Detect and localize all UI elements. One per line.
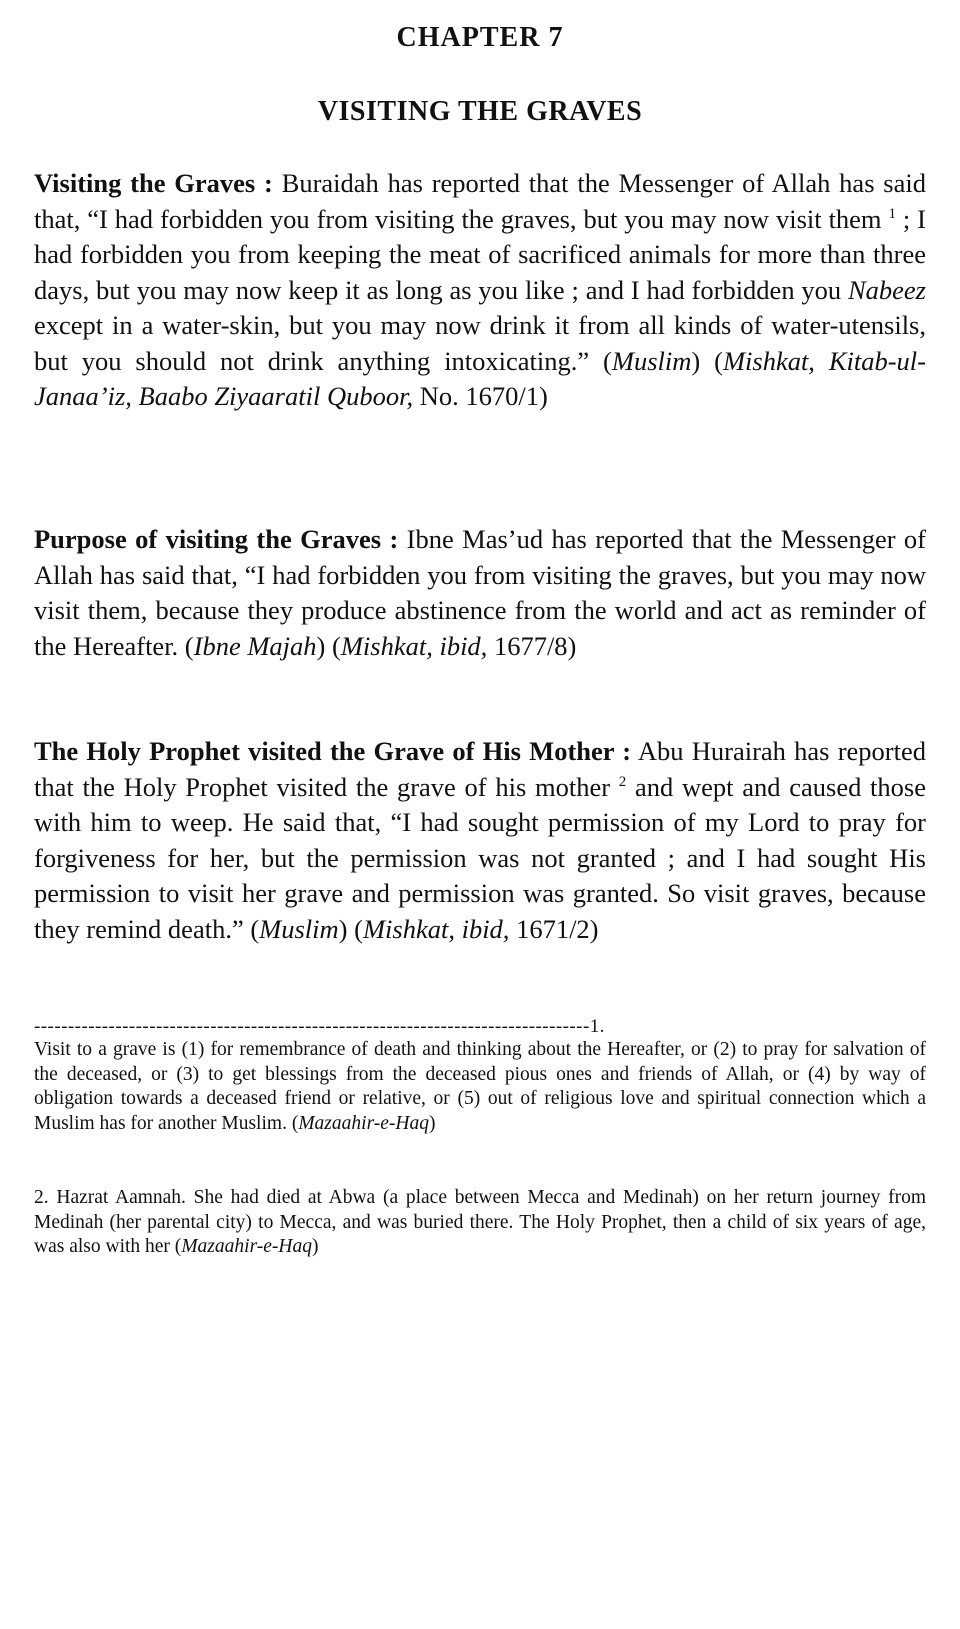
section-text: Ibne Mas’ud has reported that the Messenger of Allah has said that, “I had forbidden you from visiting the graves, but you may now visit them, because they produce abstinence from the world and act as reminder of the Hereafter. ( (34, 524, 926, 661)
citation-source: Mishkat, ibid, (340, 630, 488, 661)
section-visiting-graves (34, 166, 926, 415)
footnote-1 (34, 1038, 926, 1136)
footnote-close: ) (429, 1112, 436, 1134)
footnote-ref: 2 (618, 773, 627, 790)
section-purpose-of-visiting (34, 522, 926, 664)
footnote-divider: ----------------------------------------------------------------------------------1. (34, 1017, 605, 1037)
footnote-text: 2. Hazrat Aamnah. She had died at Abwa (a place between Mecca and Medinah) on her return journey from Medinah (her parental city) to Mecca, and was buried there. The Holy Prophet, then a child of six years of age, was also with her ( (34, 1187, 926, 1257)
footnote-close: ) (312, 1236, 319, 1257)
section-text: 1677/8) (487, 630, 577, 661)
citation-source: Muslim (611, 345, 692, 376)
chapter-title: VISITING THE GRAVES (317, 96, 643, 127)
citation-source: Mishkat, ibid, (362, 913, 510, 944)
section-heading: The Holy Prophet visited the Grave of His Mother : (34, 736, 632, 766)
section-text: except in a water-skin, but you may now drink it from all kinds of water-utensils, but you should not drink anything intoxicating.” ( (34, 310, 926, 376)
section-text: No. 1670/1) (413, 381, 548, 411)
footnote-text: Visit to a grave is (1) for remembrance of death and thinking about the Hereafter, or (2) to pray for salvation of the deceased, or (3) to get blessings from the deceased pious ones and friends of Allah, or (4) by way of obligation towards a deceased friend or relative, or (5) out of religious love and spiritual connection which a Muslim has for another Muslim. ( (34, 1039, 926, 1134)
section-text: Abu Hurairah has reported that the Holy Prophet visited the grave of his mother (34, 736, 926, 802)
section-text: ) ( (691, 345, 723, 376)
citation-source: Mishkat, Kitab-ul-Janaa’iz, Baabo Ziyaaratil Quboor, (34, 345, 926, 411)
chapter-number: CHAPTER 7 (396, 22, 564, 53)
section-text: and wept and caused those with him to weep. He said that, “I had sought permission of my Lord to pray for forgiveness for her, but the permission was not granted ; and I had sought His permission to visit her grave and permission was granted. So visit graves, because they remind death.” ( (34, 771, 926, 944)
section-text: ) ( (316, 630, 341, 661)
section-heading: Visiting the Graves : (34, 168, 273, 198)
section-prophet-visited-mother (34, 734, 926, 947)
citation-source: Muslim (259, 913, 339, 944)
section-text: ) ( (338, 913, 363, 944)
section-text: Buraidah has reported that the Messenger of Allah has said that, “I had forbidden you from visiting the graves, but you may now visit them (34, 168, 926, 234)
footnote-source: Mazaahir-e-Haq (181, 1236, 312, 1257)
footnote-ref: 1 (888, 205, 896, 222)
citation-source: Ibne Majah (193, 630, 317, 661)
section-text: 1671/2) (509, 913, 599, 944)
section-heading: Purpose of visiting the Graves : (34, 524, 399, 554)
footnote-source: Mazaahir-e-Haq (298, 1112, 429, 1134)
footnote-2 (34, 1186, 926, 1260)
italic-term: Nabeez (847, 274, 926, 305)
section-text: ; I had forbidden you from keeping the meat of sacrificed animals for more than three days, but you may now keep it as long as you like ; and I had forbidden you (34, 203, 927, 305)
